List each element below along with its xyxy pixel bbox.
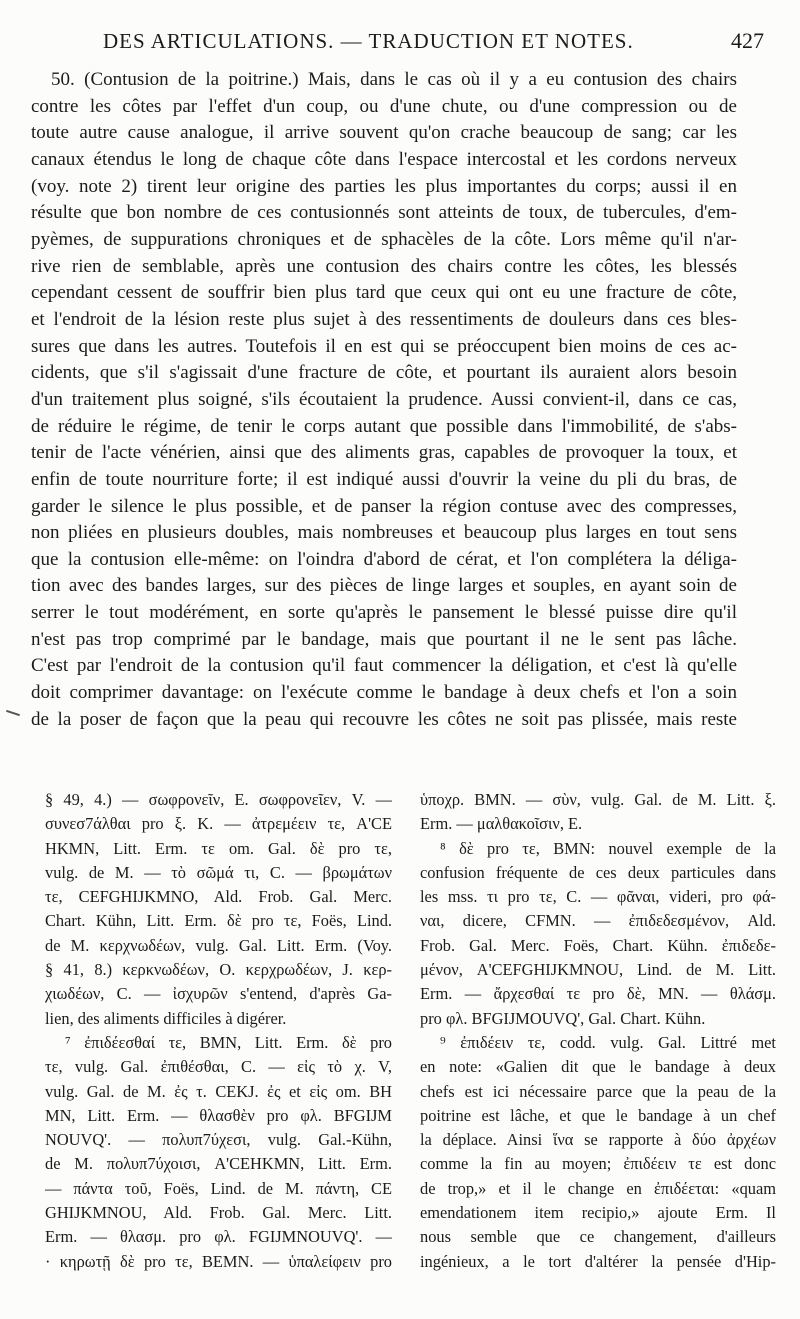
note-line: ⁸ δὲ pro τε, BMN: nouvel exemple de la bbox=[440, 838, 776, 858]
main-line: canaux étendus le long de chaque côte dans l'espace intercostal et les cordons nerveux bbox=[31, 148, 737, 170]
note-line: · κηρωτῇ δὲ pro τε, BEMN. — ὑπαλείφειν pro bbox=[45, 1251, 392, 1271]
main-line: 50. (Contusion de la poitrine.) Mais, dans le cas où il y a eu contusion des chairs bbox=[51, 69, 737, 90]
note-line: nous semble que ce changement, d'ailleurs bbox=[420, 1227, 776, 1247]
note-line: Erm. — θλασμ. pro φλ. FGIJMNOUVQ'. — bbox=[45, 1227, 392, 1247]
main-line: toute autre cause analogue, il arrive souvent qu'on crache beaucoup de sang; car les bbox=[31, 122, 737, 144]
main-line: contre les côtes par l'effet d'un coup, ou d'une chute, ou d'une compression ou de bbox=[31, 95, 737, 117]
note-line: Chart. Kühn, Litt. Erm. δὲ pro τε, Foës, Lind. bbox=[45, 911, 392, 931]
note-line: vulg. de M. — τὸ σῶμά τι, C. — βρωμάτων bbox=[45, 862, 392, 882]
note-line: en note: «Galien dit que le bandage à deux bbox=[420, 1057, 776, 1077]
note-line: § 41, 8.) κερκνωδέων, O. κερχρωδέων, J. κερ- bbox=[45, 960, 392, 980]
page-number: 427 bbox=[731, 28, 764, 53]
main-line: cependant cessent de souffrir bien plus tard que ceux qui ont eu une fracture de côte, bbox=[31, 282, 737, 304]
note-line: — πάντα τοῦ, Foës, Lind. de M. πάντη, CE bbox=[45, 1178, 392, 1198]
note-line: χιωδέων, C. — ἰσχυρῶν s'entend, d'après Ga- bbox=[45, 984, 392, 1004]
note-line: de M. κερχνωδέων, vulg. Gal. Litt. Erm. (Voy. bbox=[45, 935, 392, 955]
main-line: et l'endroit de la lésion reste plus sujet à des ressentiments de douleurs dans ces bles- bbox=[31, 308, 737, 330]
main-line: pyèmes, de suppurations chroniques et de sphacèles de la côte. Lors même qu'il n'ar- bbox=[31, 228, 737, 250]
running-header bbox=[103, 28, 764, 58]
note-line: ὑποχρ. BMN. — σὺν, vulg. Gal. de M. Litt. ξ. bbox=[420, 790, 776, 809]
note-line: NOUVQ'. — πολυπ7ύχεσι, vulg. Gal.-Kühn, bbox=[45, 1130, 392, 1150]
main-line: tenir de l'acte vénérien, ainsi que des aliments gras, capables de provoquer la toux, et bbox=[31, 442, 737, 464]
main-line: enfin de toute nourriture forte; il est indiqué aussi d'ouvrir la veine du pli du bras, de bbox=[31, 468, 737, 490]
note-line: ⁹ ἐπιδέειν τε, codd. vulg. Gal. Littré met bbox=[440, 1032, 776, 1052]
note-line: Erm. — ἄρχεσθαί τε pro δὲ, MN. — θλάσμ. bbox=[420, 984, 776, 1004]
main-line: tion avec des bandes larges, sur des pièces de linge larges et souples, en ayant soin de bbox=[31, 575, 737, 597]
note-line: emendationem item recipio,» ajoute Erm. Il bbox=[420, 1203, 776, 1223]
note-line: MN, Litt. Erm. — θλασθὲν pro φλ. BFGIJM bbox=[45, 1105, 392, 1125]
main-line: C'est par l'endroit de la contusion qu'il faut commencer la déligation, et c'est là qu'elle bbox=[31, 655, 737, 677]
main-line: sures que dans les autres. Toutefois il en est qui se préoccupent bien moins de ces ac- bbox=[31, 335, 737, 357]
main-line: que la contusion elle-même: on l'oindra d'abord de cérat, et l'on complétera la déliga- bbox=[31, 548, 737, 570]
note-line: ⁷ ἐπιδέεσθαί τε, BMN, Litt. Erm. δὲ pro bbox=[65, 1032, 392, 1052]
main-line: de la poser de façon que la peau qui recouvre les côtes ne soit pas plissée, mais reste bbox=[31, 708, 737, 730]
note-line: Erm. — μαλθακοῖσιν, E. bbox=[420, 814, 583, 834]
note-line: τε, CEFGHIJKMNO, Ald. Frob. Gal. Merc. bbox=[45, 887, 392, 907]
main-line: garder le silence le plus possible, et de panser la région contuse avec des compresses, bbox=[31, 495, 737, 517]
note-line: comme la fin au moyen; ἐπιδέειν τε est donc bbox=[420, 1154, 776, 1174]
main-text bbox=[31, 67, 737, 733]
margin-mark bbox=[6, 710, 20, 716]
note-line: de M. πολυπ7ύχοισι, A'CEHKMN, Litt. Erm. bbox=[45, 1154, 392, 1174]
footnotes-right-column bbox=[420, 788, 776, 1274]
footnotes-left-column bbox=[45, 788, 392, 1274]
note-line: GHIJKMNOU, Ald. Frob. Gal. Merc. Litt. bbox=[45, 1203, 392, 1223]
note-line: chefs est ici nécessaire parce que la peau de la bbox=[420, 1081, 776, 1101]
main-line: de réduire le régime, de tenir le corps autant que possible dans l'immobilité, de s'abs- bbox=[31, 415, 737, 437]
main-line: (voy. note 2) tirent leur origine des parties les plus importantes du corps; aussi il en bbox=[31, 175, 737, 197]
note-line: confusion fréquente de ces deux particules dans bbox=[420, 862, 776, 882]
note-line: συνεσ7άλθαι pro ξ. K. — ἀτρεμέειν τε, A'CE bbox=[45, 814, 392, 834]
note-line: lien, des aliments difficiles à digérer. bbox=[45, 1008, 287, 1028]
main-line: résulte que bon nombre de ces contusionnés sont atteints de toux, de tubercules, d'em- bbox=[31, 202, 737, 224]
main-line: rive rien de semblable, après une contusion des chairs contre les côtes, les blessés bbox=[31, 255, 737, 277]
note-line: ναι, dicere, CFMN. — ἐπιδεδεσμένον, Ald. bbox=[420, 911, 776, 931]
main-line: cidents, que s'il s'agissait d'une fracture de côte, et pourtant ils auraient alors besoin bbox=[31, 362, 737, 384]
main-line: serrer le tout modérément, en sorte qu'après le pansement le blessé puisse dire qu'il bbox=[31, 602, 737, 624]
main-line: d'un traitement plus soigné, s'ils écoutaient la prudence. Aussi convient-il, dans ce cas, bbox=[31, 388, 737, 410]
note-line: poitrine est lâche, et que le bandage à un chef bbox=[420, 1105, 776, 1125]
note-line: les mss. τι pro τε, C. — φᾶναι, videri, pro φά- bbox=[420, 887, 776, 907]
note-line: de trop,» et il le change en ἐπιδέεται: «quam bbox=[420, 1178, 776, 1198]
note-line: pro φλ. BFGIJMOUVQ', Gal. Chart. Kühn. bbox=[420, 1008, 706, 1028]
main-line: doit comprimer davantage: on l'exécute comme le bandage à deux chefs et l'on a soin bbox=[31, 682, 737, 704]
main-line: non pliées en plusieurs doubles, mais nombreuses et beaucoup plus larges en tout sens bbox=[31, 522, 737, 544]
note-line: τε, vulg. Gal. ἐπιθέσθαι, C. — εἰς τὸ χ. V, bbox=[45, 1057, 392, 1077]
note-line: ingénieux, a le tort d'altérer la pensée d'Hip- bbox=[420, 1251, 776, 1271]
running-title: DES ARTICULATIONS. — TRADUCTION ET NOTES. bbox=[103, 29, 634, 53]
main-line: n'est pas trop comprimé par le bandage, mais que pourtant il ne le sent pas lâche. bbox=[31, 628, 737, 650]
note-line: vulg. Gal. de M. ἐς τ. CEKJ. ἐς et εἰς om. BH bbox=[45, 1081, 392, 1101]
note-line: Frob. Gal. Merc. Foës, Chart. Kühn. ἐπιδεδε- bbox=[420, 935, 776, 955]
note-line: § 49, 4.) — σωφρονεῖν, E. σωφρονεῖεν, V. — bbox=[45, 790, 392, 809]
note-line: μένον, A'CEFGHIJKMNOU, Lind. de M. Litt. bbox=[420, 960, 776, 980]
note-line: la déplace. Ainsi ἵνα se rapporte à δύο ἀρχέων bbox=[420, 1130, 776, 1150]
note-line: HKMN, Litt. Erm. τε om. Gal. δὲ pro τε, bbox=[45, 838, 392, 858]
